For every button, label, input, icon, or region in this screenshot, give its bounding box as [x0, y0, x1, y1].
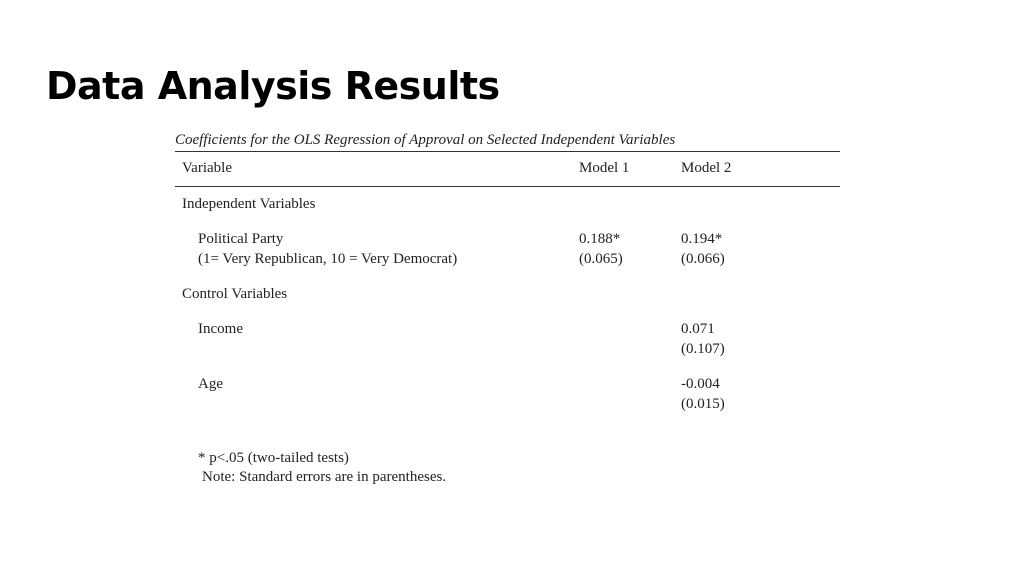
header-model-2: Model 2 [681, 160, 732, 176]
age-model2-coef: -0.004 [681, 376, 720, 392]
table-top-rule [175, 151, 840, 152]
table-header-rule [175, 186, 840, 187]
political-party-model1-coef: 0.188* [579, 231, 621, 247]
income-model2-se: (0.107) [681, 341, 725, 357]
income-model2-coef: 0.071 [681, 321, 715, 337]
table-caption: Coefficients for the OLS Regression of Approval on Selected Independent Variables [175, 132, 676, 148]
footnote-standard-errors: Note: Standard errors are in parentheses. [202, 469, 447, 485]
slide-title: Data Analysis Results [46, 64, 500, 108]
section-label-independent: Independent Variables [182, 196, 316, 212]
section-label-control: Control Variables [182, 286, 288, 302]
header-variable: Variable [182, 160, 232, 176]
row-age-name: Age [198, 376, 223, 392]
footnote-significance: * p<.05 (two-tailed tests) [198, 450, 349, 466]
header-model-1: Model 1 [579, 160, 630, 176]
political-party-model1-se: (0.065) [579, 251, 623, 267]
political-party-model2-coef: 0.194* [681, 231, 723, 247]
row-political-party-sublabel: (1= Very Republican, 10 = Very Democrat) [198, 251, 458, 267]
age-model2-se: (0.015) [681, 396, 725, 412]
row-political-party-name: Political Party [198, 231, 284, 247]
political-party-model2-se: (0.066) [681, 251, 725, 267]
regression-table [175, 129, 840, 489]
row-income-name: Income [198, 321, 243, 337]
